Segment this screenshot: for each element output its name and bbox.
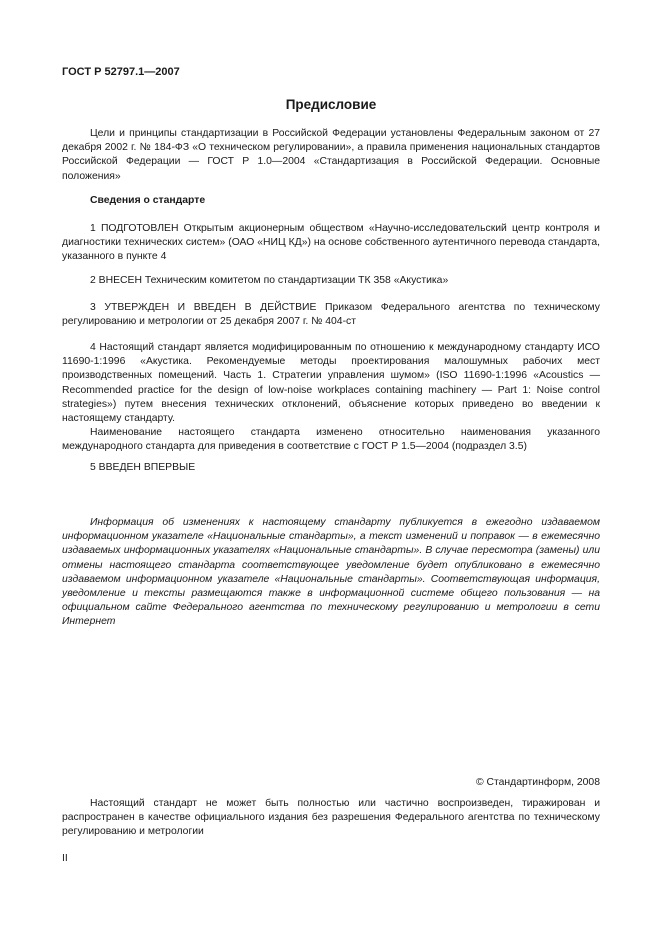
item-4-name-paragraph: Наименование настоящего стандарта изменено относительно наименования указанного международного стандарта для приведения в соответствие с ГОСТ Р 1.5—2004 (подраздел 3.5) bbox=[62, 427, 600, 453]
item-1-block bbox=[62, 222, 600, 265]
section-heading: Сведения о стандарте bbox=[90, 195, 206, 206]
copyright: © Стандартинформ, 2008 bbox=[475, 777, 600, 788]
item-4-block bbox=[62, 341, 600, 455]
copyright-block bbox=[62, 776, 600, 790]
page-title: Предисловие bbox=[285, 97, 377, 112]
footer-section bbox=[62, 797, 600, 840]
item-3-block bbox=[62, 301, 600, 329]
document-id-header: ГОСТ Р 52797.1—2007 bbox=[62, 66, 180, 78]
item-3-paragraph: 3 УТВЕРЖДЕН И ВВЕДЕН В ДЕЙСТВИЕ Приказом Федерального агентства по техническому регулированию и метрологии от 25 декабря 2007 г. № 404-ст bbox=[62, 302, 600, 328]
item-2-block bbox=[62, 274, 600, 288]
standard-info-heading-block bbox=[62, 194, 600, 208]
intro-section bbox=[62, 127, 600, 184]
intro-paragraph: Цели и принципы стандартизации в Российской Федерации установлены Федеральным законом от 27 декабря 2002 г. № 184-ФЗ «О техническом регулировании», а правила применения национальных стандартов Российской Федерации — ГОСТ Р 1.0—2004 «Стандартизация в Российской Федерации. Основные положения» bbox=[62, 128, 600, 182]
page-number: II bbox=[62, 853, 68, 864]
item-2-paragraph: 2 ВНЕСЕН Техническим комитетом по стандартизации ТК 358 «Акустика» bbox=[90, 275, 449, 286]
item-5-block bbox=[62, 461, 600, 475]
item-1-paragraph: 1 ПОДГОТОВЛЕН Открытым акционерным обществом «Научно-исследовательский центр контроля и диагностики технических систем» (ОАО «НИЦ КД») на основе собственного аутентичного перевода стандарта, указанного в пункте 4 bbox=[62, 223, 600, 263]
notice-section bbox=[62, 516, 600, 630]
item-4-paragraph: 4 Настоящий стандарт является модифицированным по отношению к международному стандарту ИСО 11690-1:1996 «Акустика. Рекомендуемые методы проектирования малошумных рабочих мест производственных помещений. Часть 1. Стратегии управления шумом» (ISO 11690-1:1996 «Acoustics — Recommended practice for the design of low-noise workplaces containing machinery — Part 1: Noise control strategies») путем внесения технических отклонений, объяснение которых приведено во введении к настоящему стандарту. bbox=[62, 342, 600, 425]
notice-paragraph: Информация об изменениях к настоящему стандарту публикуется в ежегодно издаваемом информационном указателе «Национальные стандарты», а текст изменений и поправок — в ежемесячно издаваемых информационных указателях «Национальные стандарты». В случае пересмотра (замены) или отмены настоящего стандарта соответствующее уведомление будет опубликовано в ежемесячно издаваемом информационном указателе «Национальные стандарты». Соответствующая информация, уведомление и тексты размещаются также в информационной системе общего пользования — на официальном сайте Федерального агентства по техническому регулированию и метрологии в сети Интернет bbox=[62, 517, 600, 628]
footer-paragraph: Настоящий стандарт не может быть полностью или частично воспроизведен, тиражирован и распространен в качестве официального издания без разрешения Федерального агентства по техническому регулированию и метрологии bbox=[62, 798, 600, 838]
item-5-paragraph: 5 ВВЕДЕН ВПЕРВЫЕ bbox=[90, 462, 196, 473]
